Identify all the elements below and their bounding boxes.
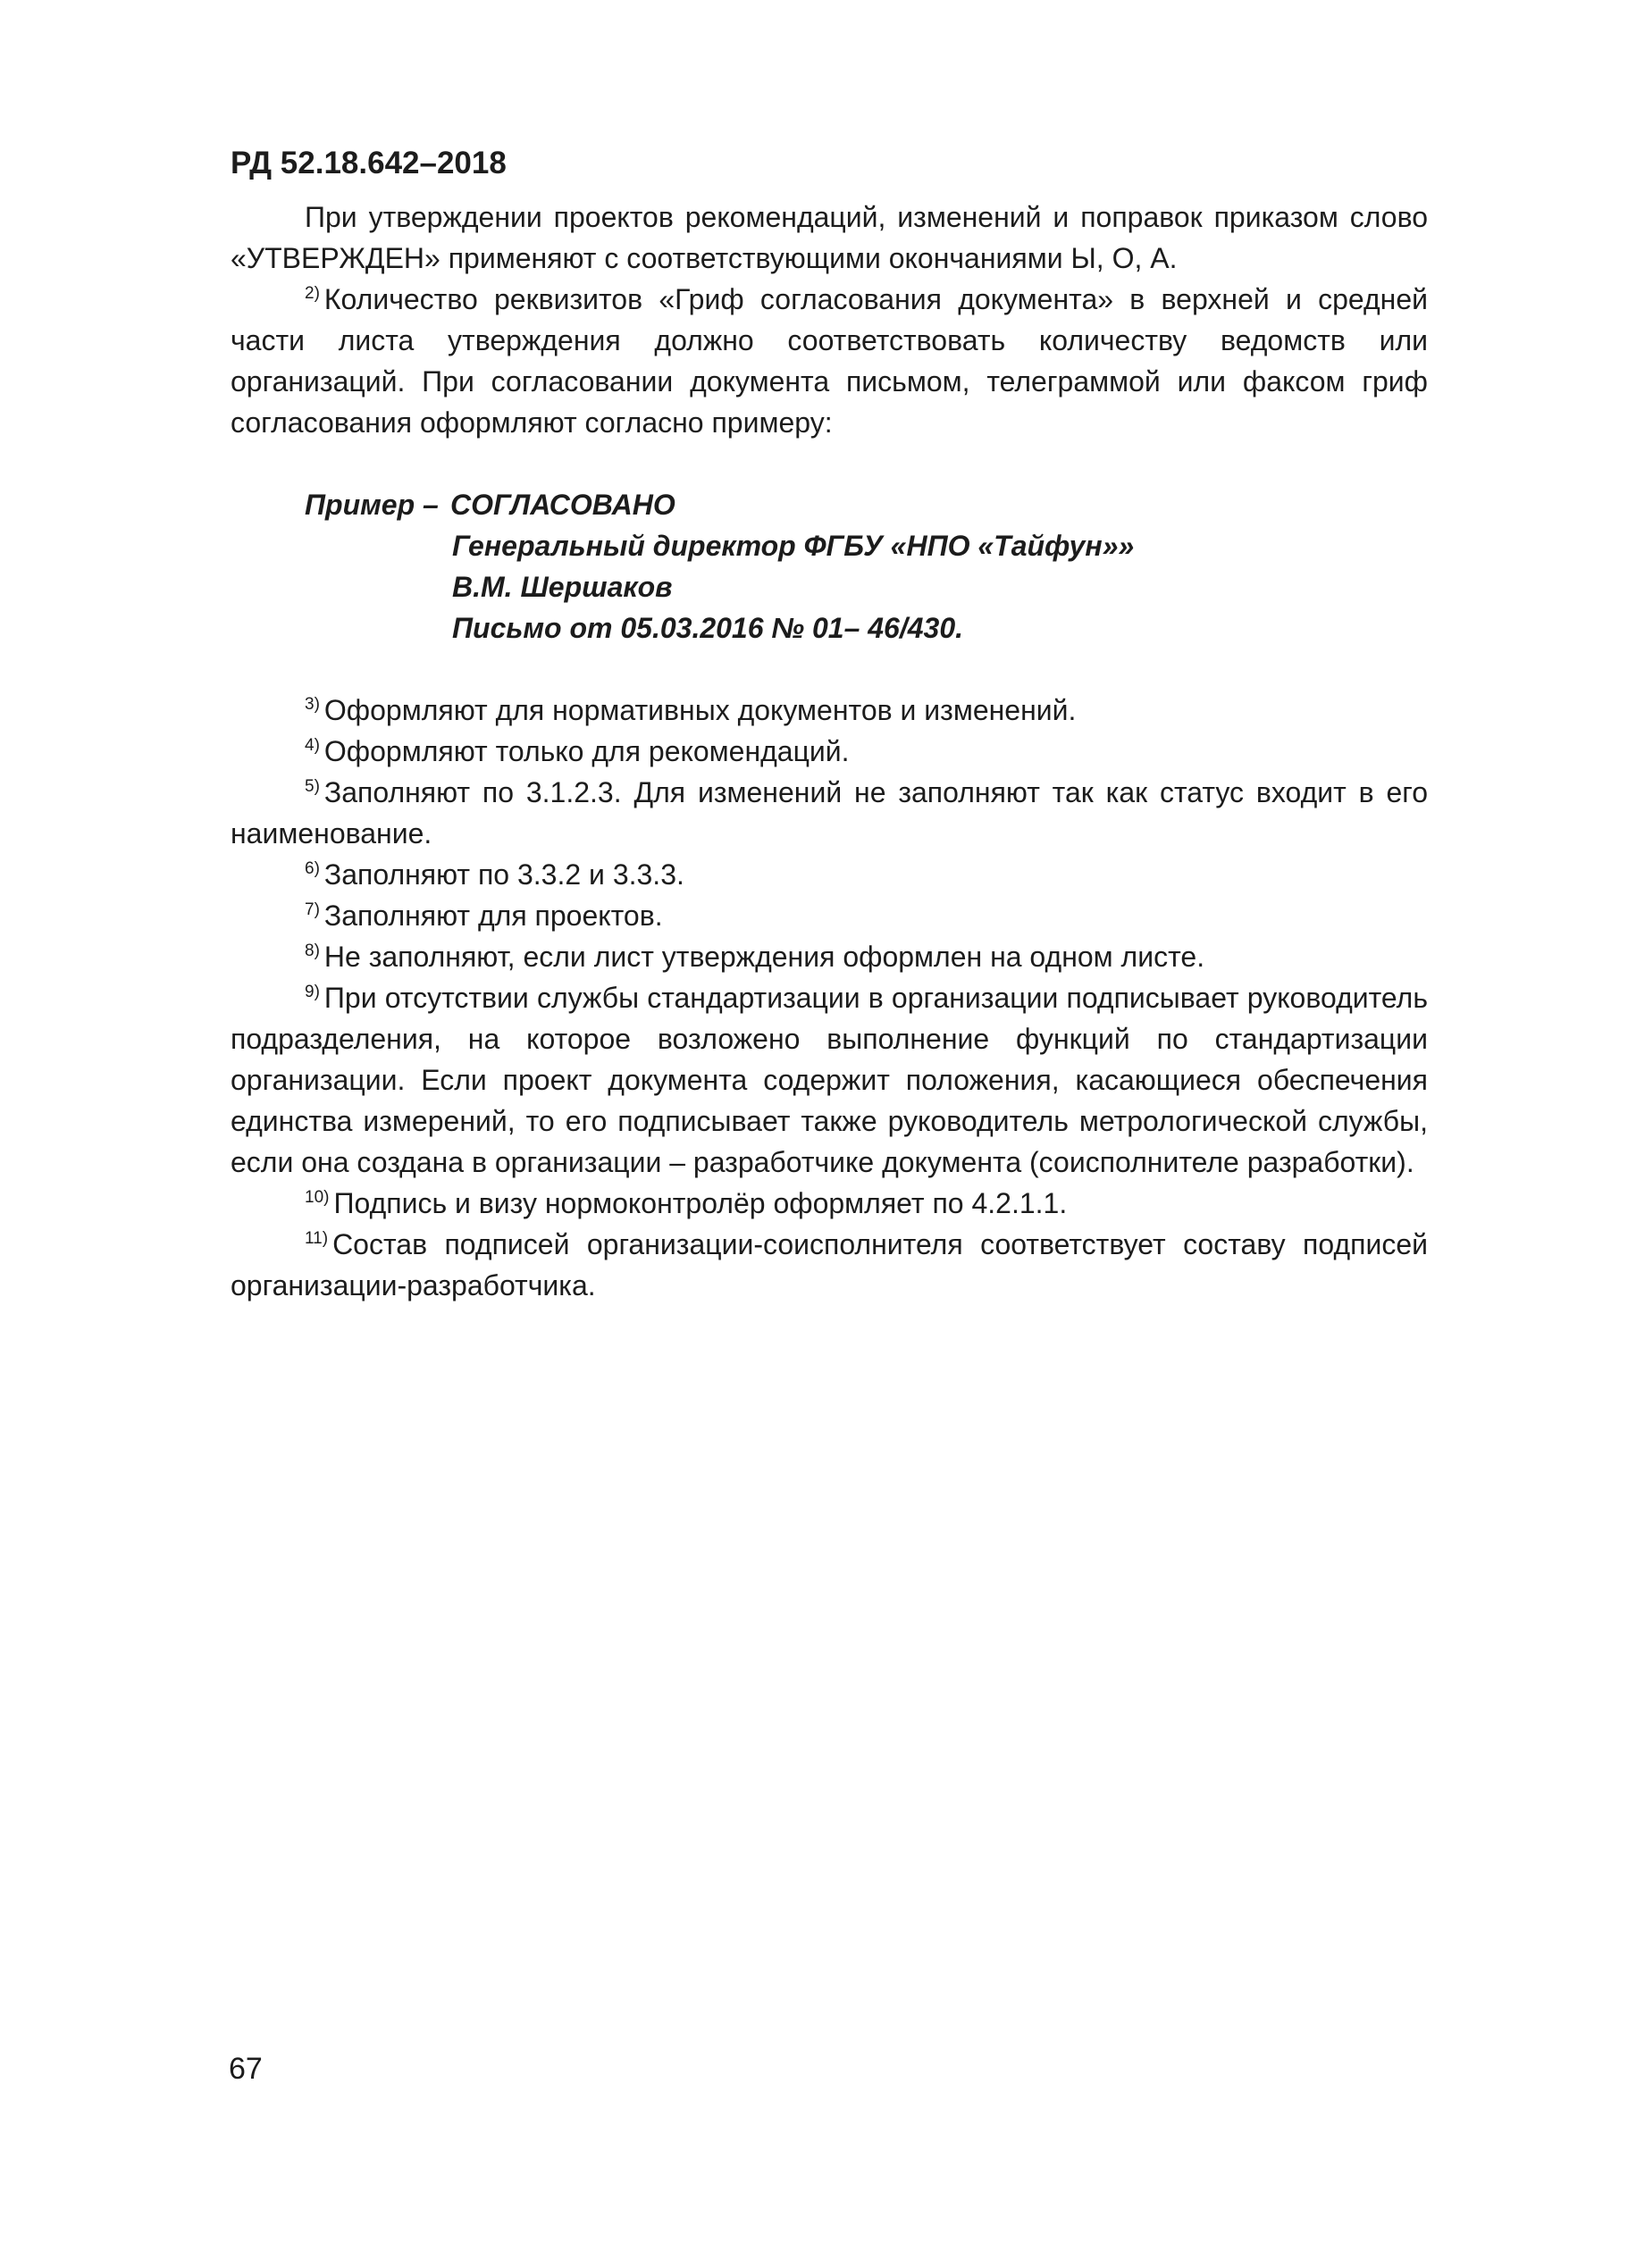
document-code: РД 52.18.642–2018: [231, 146, 507, 180]
footnote-text: Заполняют по 3.3.2 и 3.3.3.: [323, 858, 684, 891]
footnote-paragraph: [231, 977, 1428, 1183]
footnote-paragraph: [231, 1183, 1428, 1224]
footnote-mark: 2): [305, 284, 320, 303]
example-approval-stamp: СОГЛАСОВАНО: [450, 489, 675, 521]
footnote-text: При отсутствии службы стандартизации в организации подписывает руководитель подразделения, на которое возложено выполнение функций по стандартизации организации. Если проект документа содержит положения, касающиеся обеспечения единства измерений, то его подписывает также руководитель метрологической службы, если она создана в организации – разработчике документа (соисполнителе разработки).: [231, 982, 1428, 1178]
footnote-mark: 4): [305, 736, 320, 755]
footnote-mark: 11): [305, 1229, 329, 1248]
page-number: 67: [229, 2052, 263, 2086]
footnote-paragraph: [231, 690, 1428, 731]
example-letter-ref: Письмо от 05.03.2016 № 01– 46/430.: [452, 612, 964, 644]
footnote-mark: 9): [305, 983, 320, 1001]
footnote-paragraph: [231, 731, 1428, 772]
example-position: Генеральный директор ФГБУ «НПО «Тайфун»»: [452, 530, 1135, 562]
footnote-text: Оформляют только для рекомендаций.: [323, 735, 850, 767]
footnote-paragraph: [231, 772, 1428, 854]
footnote-2-paragraph: [231, 279, 1428, 443]
footnote-paragraph: [231, 895, 1428, 936]
page-content: [231, 143, 1428, 1306]
footnote-text: Заполняют для проектов.: [323, 900, 663, 932]
footnote-mark: 10): [305, 1188, 330, 1207]
footnote-mark: 5): [305, 777, 320, 796]
footnote-mark: 3): [305, 695, 320, 714]
footnote-mark: 8): [305, 942, 320, 960]
footnote-mark: 7): [305, 900, 320, 919]
footnote-text: Заполняют по 3.1.2.3. Для изменений не заполняют так как статус входит в его наименование.: [231, 776, 1428, 849]
footnote-text: Состав подписей организации-соисполнителя соответствует составу подписей организации-разработчика.: [231, 1228, 1428, 1301]
footnote-text: Оформляют для нормативных документов и изменений.: [323, 694, 1077, 726]
footnote-text: Не заполняют, если лист утверждения оформлен на одном листе.: [323, 941, 1205, 973]
footnote-text: Количество реквизитов «Гриф согласования документа» в верхней и средней части листа утверждения должно соответствовать количеству ведомств или организаций. При согласовании документа письмом, телеграммой или факсом гриф согласования оформляют согласно примеру:: [231, 283, 1428, 439]
footnote-text: Подпись и визу нормоконтролёр оформляет по 4.2.1.1.: [333, 1187, 1068, 1219]
example-first-line: [305, 484, 1428, 525]
footnote-paragraph: [231, 854, 1428, 895]
footnote-paragraph: [231, 936, 1428, 977]
footnote-mark: 6): [305, 859, 320, 878]
footnote-paragraph: [231, 1224, 1428, 1306]
example-signatory: В.М. Шершаков: [452, 571, 673, 603]
example-block: [231, 484, 1428, 649]
example-label: Пример –: [305, 489, 439, 521]
intro-paragraph: При утверждении проектов рекомендаций, изменений и поправок приказом слово «УТВЕРЖДЕН» применяют с соответствующими окончаниями Ы, О, А.: [231, 201, 1428, 274]
